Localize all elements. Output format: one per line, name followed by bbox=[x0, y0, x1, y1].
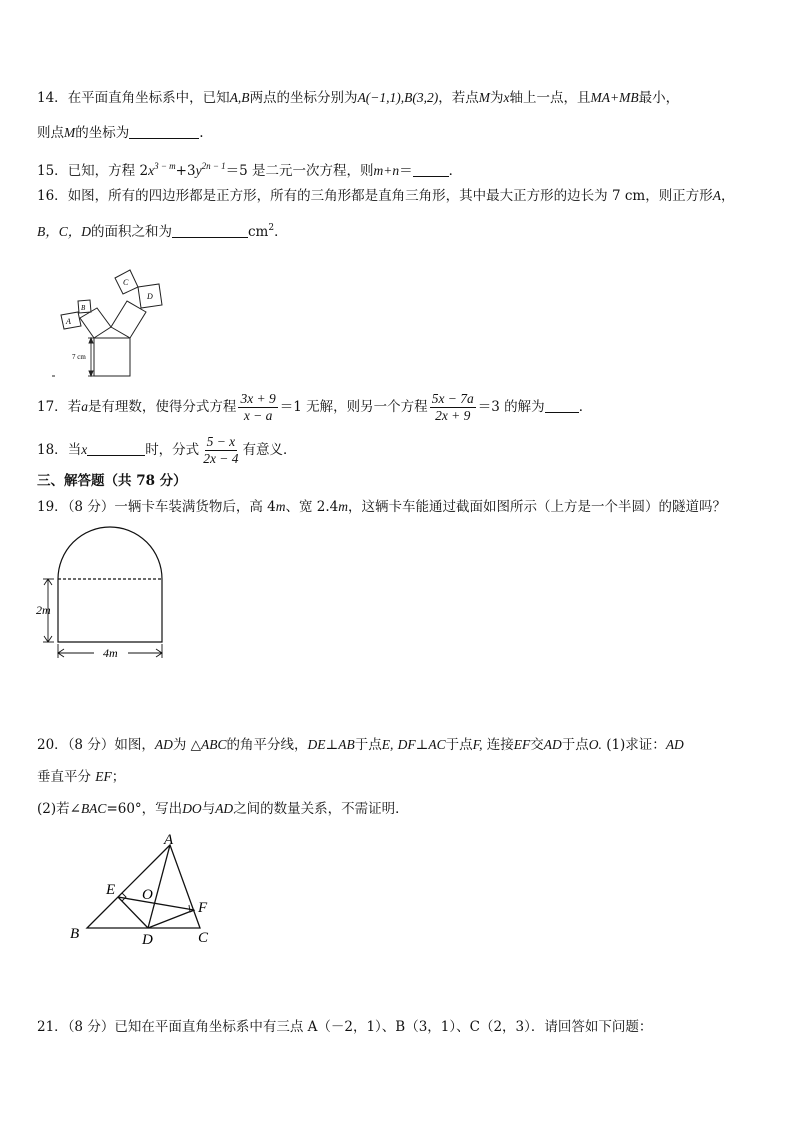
label-height: 2m bbox=[36, 603, 51, 617]
q21-line: 21．（8 分）已知在平面直角坐标系中有三点 A（－2，1）、B（3，1）、C（2，3）．请回答如下问题： bbox=[37, 1019, 653, 1035]
label-b: B bbox=[81, 304, 86, 312]
answer-blank[interactable] bbox=[129, 124, 199, 139]
label-d: D bbox=[142, 932, 153, 948]
q20-line1: 20．（8 分）如图，AD为 △ABC的角平分线，DE⊥AB于点E, DF⊥AC于点F, 连接EF交AD于点O. (1)求证：AD bbox=[37, 737, 684, 753]
answer-blank[interactable] bbox=[87, 441, 145, 456]
q18-line: 18．当x 时，分式 $\frac{5 - x}{2x - 4}$ 有意义． bbox=[37, 434, 297, 466]
label-c: C bbox=[123, 278, 129, 287]
q16-figure bbox=[52, 265, 177, 380]
q16-line1: 16．如图，所有的四边形都是正方形，所有的三角形都是直角三角形，其中最大正方形的边长为 7 cm，则正方形A， bbox=[37, 188, 735, 204]
label-a: A bbox=[66, 317, 71, 326]
q16-line2: B，C，D的面积之和为 $cm^2$． bbox=[37, 223, 288, 240]
q19-line: 19．（8 分）一辆卡车装满货物后，高 4m、宽 2.4m，这辆卡车能通过截面如图所示（上方是一个半圆）的隧道吗？ bbox=[37, 499, 726, 515]
answer-blank[interactable] bbox=[172, 223, 248, 238]
biggest-square bbox=[94, 338, 130, 376]
q20-line3: (2)若∠BAC=60°，写出DO与AD之间的数量关系，不需证明． bbox=[37, 801, 409, 817]
segment-df bbox=[148, 910, 194, 928]
square-a bbox=[61, 312, 81, 329]
q14-line1: 14．在平面直角坐标系中，已知A,B两点的坐标分别为A(−1,1),B(3,2)，若点M为x轴上一点，且MA+MB最小， bbox=[37, 90, 680, 106]
answer-blank[interactable] bbox=[413, 162, 449, 177]
q20-line2: 垂直平分 EF； bbox=[37, 769, 126, 785]
label-b: B bbox=[70, 926, 80, 942]
label-e: E bbox=[106, 882, 116, 898]
tunnel-outline bbox=[58, 527, 162, 642]
label-a: A bbox=[164, 832, 174, 848]
fraction: $\frac{5 - x}{2x - 4}$ bbox=[203, 434, 239, 466]
label-f: F bbox=[198, 900, 208, 916]
label-side: 7 cm bbox=[72, 353, 86, 361]
label-o: O bbox=[142, 887, 153, 903]
answer-blank[interactable] bbox=[545, 398, 579, 413]
label-width: 4m bbox=[103, 646, 118, 660]
q17-line: 17．若a是有理数，使得分式方程 $\frac{3x + 9}{x - a}$ ＝1 无解，则另一个方程 $\frac{5x - 7a}{2x + 9}$ ＝3 的解为 ． bbox=[37, 391, 593, 423]
fraction: $\frac{5x - 7a}{2x + 9}$ bbox=[431, 391, 474, 423]
section-title: 三、解答题（共 78 分） bbox=[37, 473, 187, 489]
q15-line: 15．已知，方程 $2x^{3 - m}+3y^{2n - 1}=5$ 是二元一次方程，则m+n＝ ． bbox=[37, 161, 463, 179]
label-c: C bbox=[198, 930, 209, 946]
q19-tunnel-figure bbox=[34, 525, 174, 665]
label-d: D bbox=[147, 292, 153, 301]
fraction: $\frac{3x + 9}{x - a}$ bbox=[240, 391, 276, 423]
q14-line2: 则点M的坐标为 . bbox=[37, 125, 204, 141]
q20-triangle-figure bbox=[62, 828, 222, 948]
